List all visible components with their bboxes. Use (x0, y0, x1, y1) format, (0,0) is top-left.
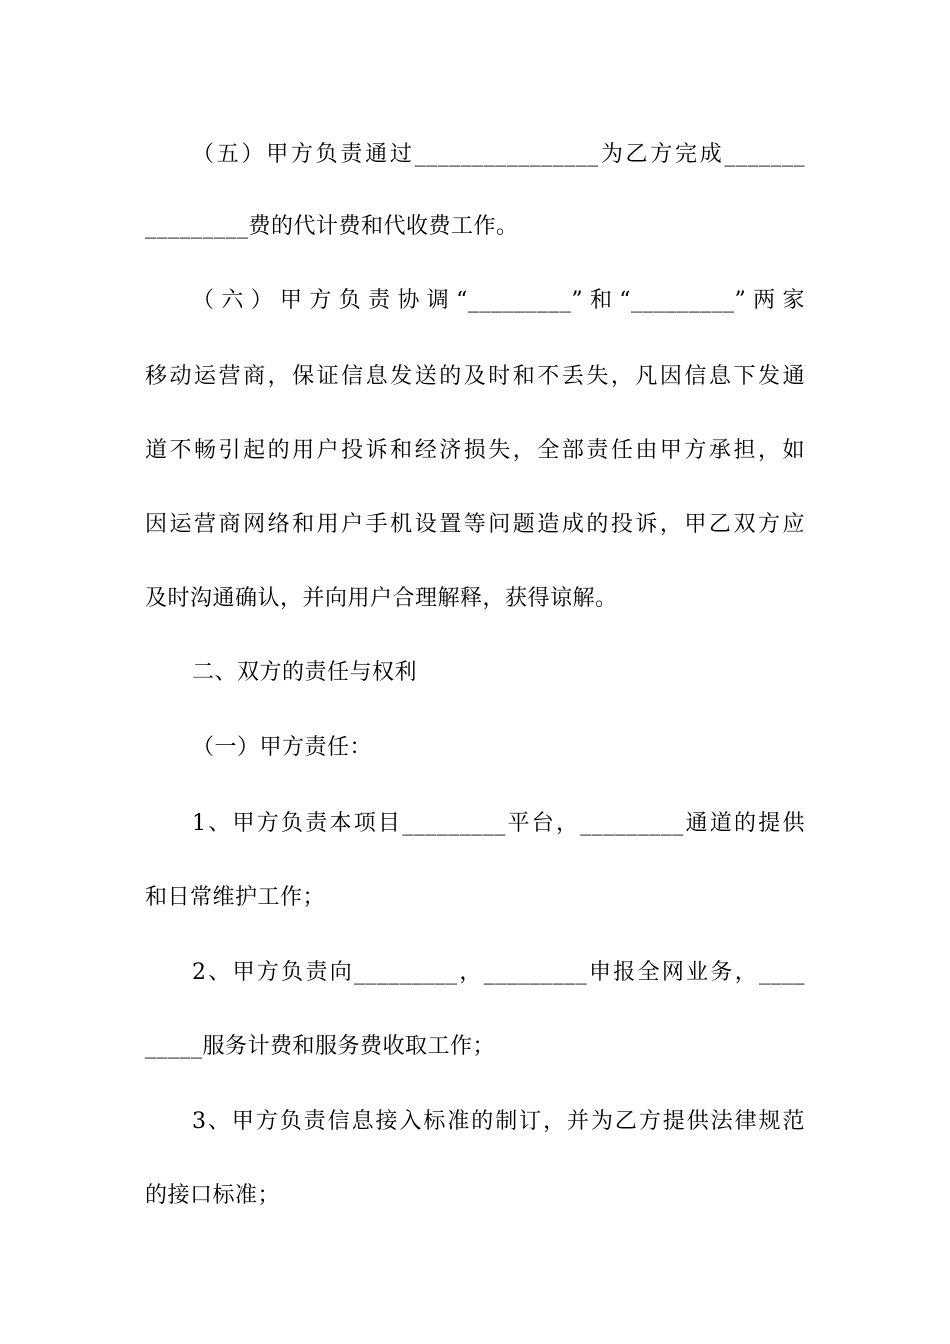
item-2-line-1: 2、甲方负责向_________，_________申报全网业务，____ (192, 960, 805, 985)
paragraph-6-line-1: （六）甲方负责协调“_________”和“_________”两家 (192, 288, 805, 313)
item-3-line-2: 的接口标准； (145, 1183, 281, 1208)
paragraph-6-line-5: 及时沟通确认，并向用户合理解释，获得谅解。 (145, 586, 618, 611)
item-1-line-2: 和日常维护工作； (145, 885, 326, 910)
paragraph-5-line-2: _________费的代计费和代收费工作。 (145, 214, 519, 239)
section-heading-2: 二、双方的责任与权利 (192, 660, 418, 685)
item-1-line-1: 1、甲方负责本项目_________平台，_________通道的提供 (192, 811, 805, 836)
paragraph-6-line-4: 因运营商网络和用户手机设置等问题造成的投诉，甲乙双方应 (145, 512, 805, 537)
paragraph-6-line-2: 移动运营商，保证信息发送的及时和不丢失，凡因信息下发通 (145, 364, 805, 389)
item-3-line-1: 3、甲方负责信息接入标准的制订，并为乙方提供法律规范 (192, 1109, 805, 1134)
paragraph-6-line-3: 道不畅引起的用户投诉和经济损失，全部责任由甲方承担，如 (145, 438, 805, 463)
paragraph-5-line-1: （五）甲方负责通过________________为乙方完成_______ (192, 142, 805, 167)
item-2-line-2: _____服务计费和服务费收取工作； (145, 1034, 496, 1059)
subsection-heading-party-a: （一）甲方责任： (192, 735, 373, 760)
